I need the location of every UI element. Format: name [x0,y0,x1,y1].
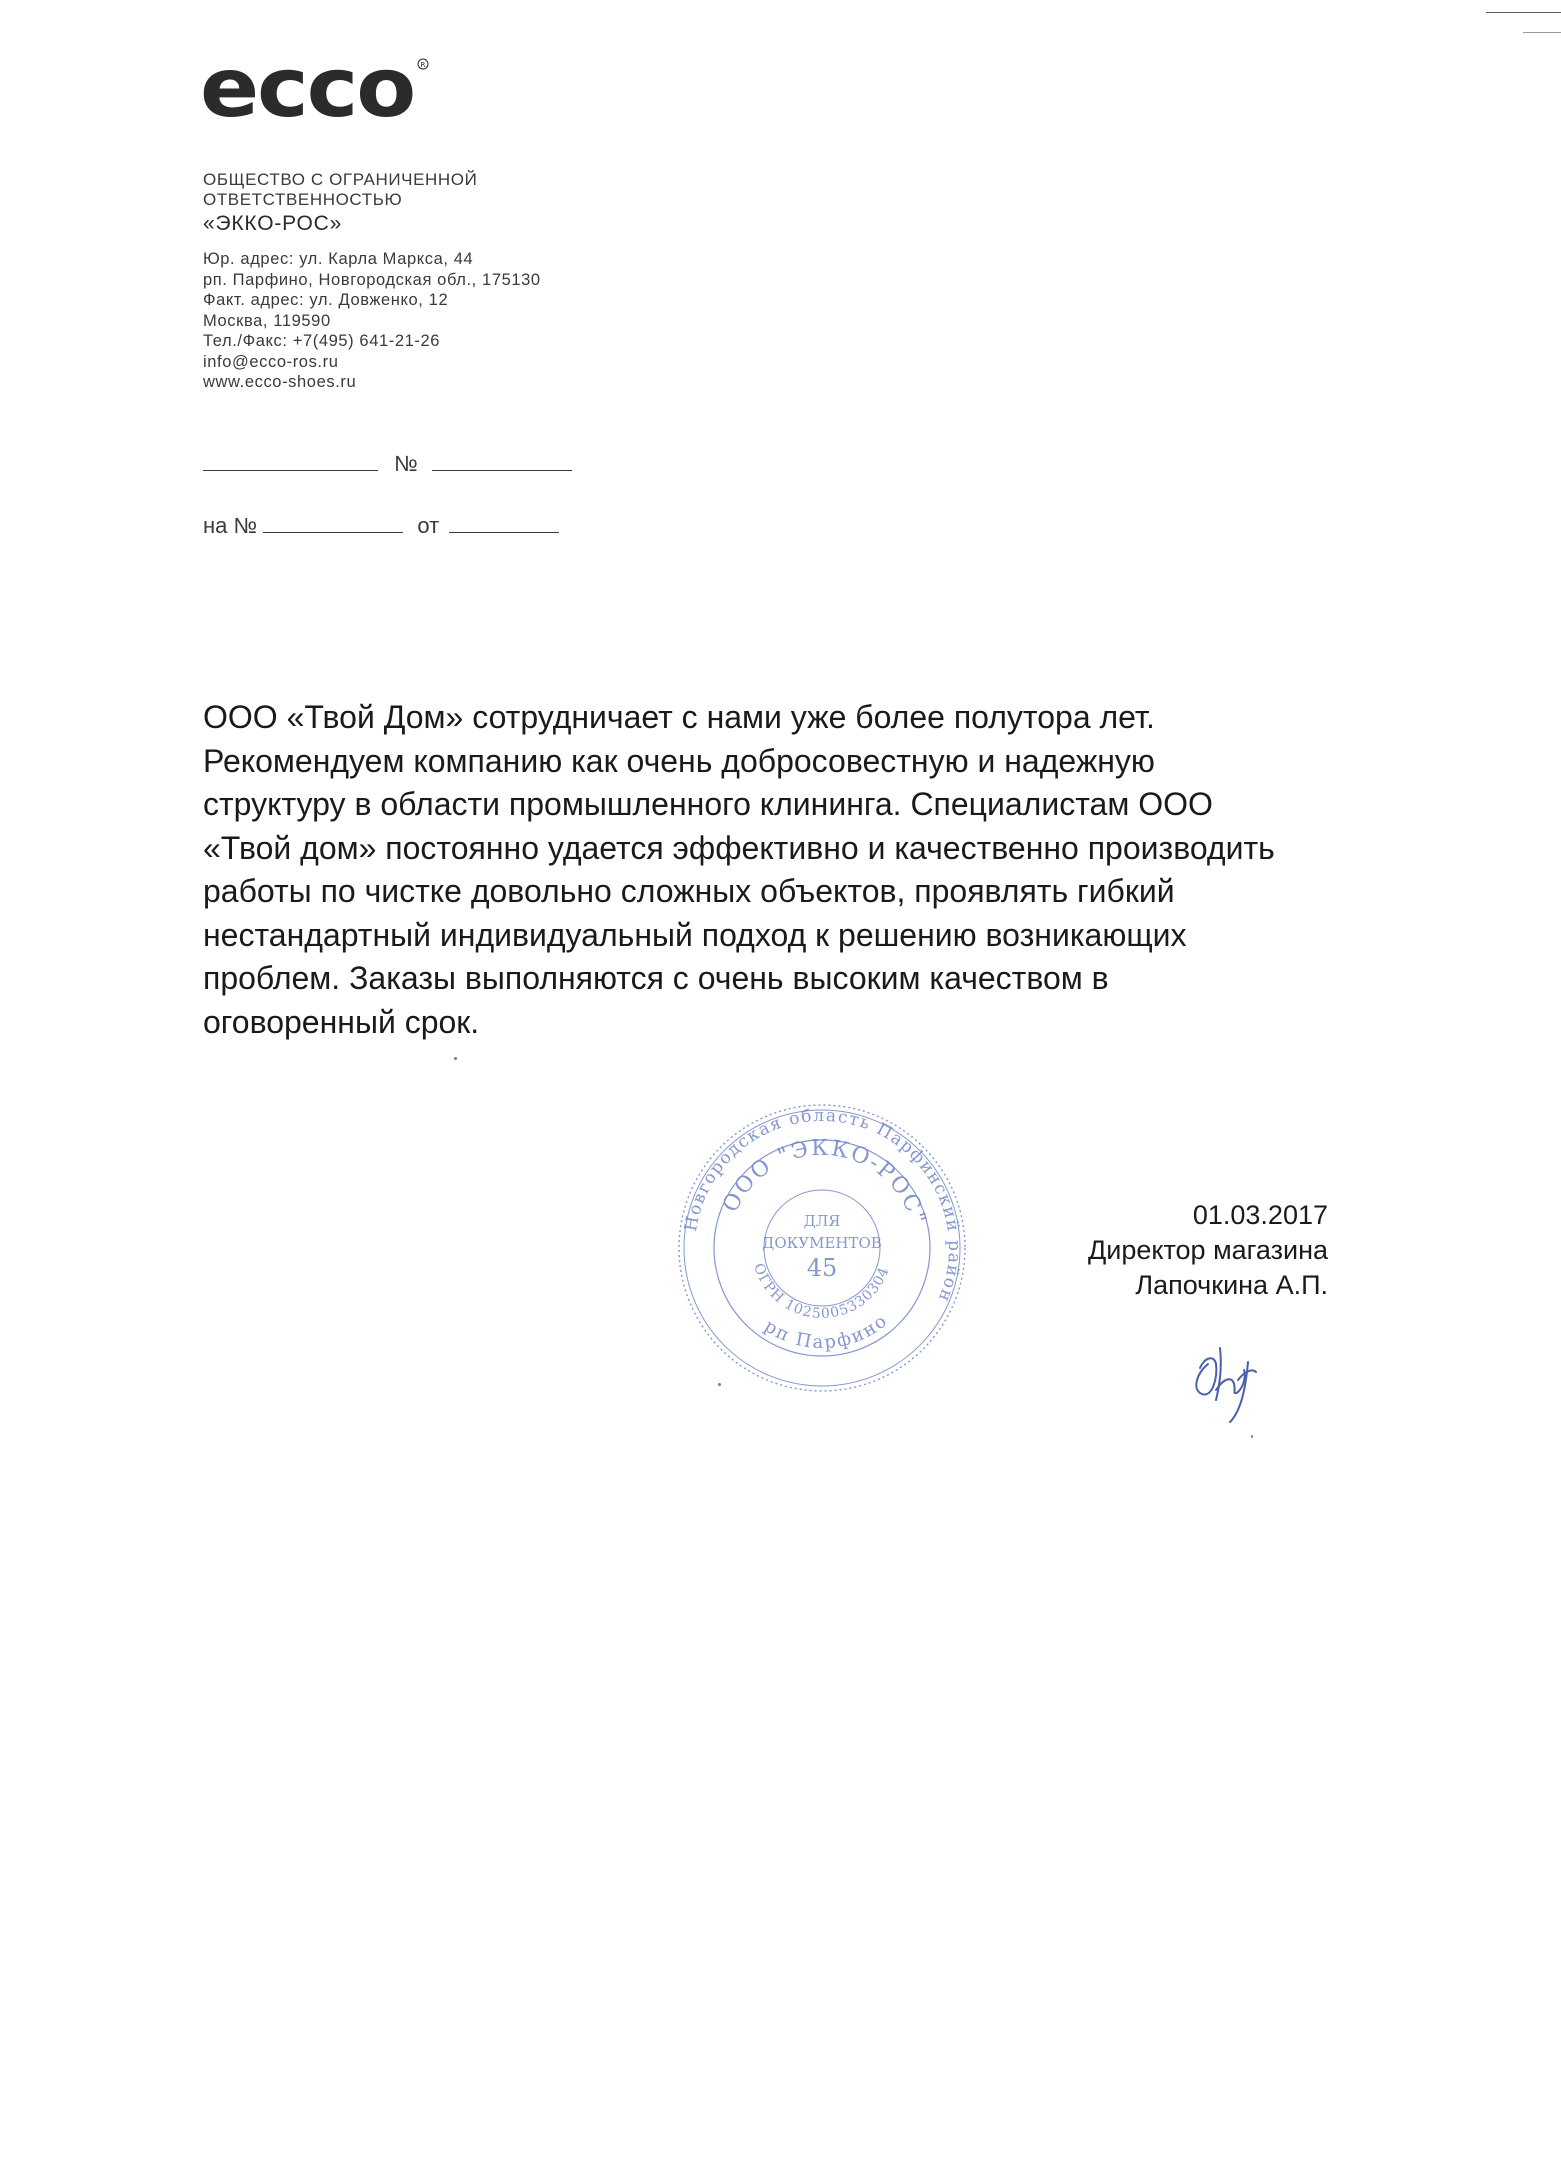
outgoing-number-row [203,448,572,478]
reply-reference-row [203,510,559,540]
reply-date-blank [449,510,559,533]
body-line: «Твой дом» постоянно удается эффективно и качественно производить [203,829,1275,866]
phone-fax: Тел./Факс: +7(495) 641-21-26 [203,332,441,350]
body-line: работы по чистке довольно сложных объектов, проявлять гибкий [203,873,1175,909]
stamp-ogrn: ОГРН 1025005330304 [750,1261,893,1323]
scan-speck [1251,1435,1253,1438]
ecco-logo [200,58,430,128]
body-line: нестандартный индивидуальный подход к решению возникающих [203,916,1187,953]
logo-wordmark: ecco [200,58,414,128]
scan-speck [718,1383,721,1386]
body-line: Рекомендуем компанию как очень добросовестную и надежную [203,742,1155,779]
company-form-line-1: ОБЩЕСТВО С ОГРАНИЧЕННОЙ [203,170,478,189]
stamp-center-line: ДЛЯ [803,1212,841,1230]
scan-edge-mark [1486,12,1561,13]
company-name: «ЭККО-РОС» [203,212,343,235]
letter-date: 01.03.2017 [1192,1200,1328,1230]
body-line: проблем. Заказы выполняются с очень высоким качеством в [203,960,1109,996]
outgoing-number-blank [432,448,572,471]
body-line: ООО «Твой Дом» сотрудничает с нами уже более полутора лет. [203,699,1155,735]
company-address [203,249,763,393]
reply-number-blank [263,510,403,533]
letter-body [203,696,1433,1044]
scan-speck [454,1057,457,1060]
stamp-center-line: ДОКУМЕНТОВ [762,1234,882,1252]
stamp-bottom-text: рп Парфино [760,1309,893,1354]
address-line-moscow: Москва, 119590 [203,311,331,330]
address-line-legal: Юр. адрес: ул. Карла Маркса, 44 [203,250,474,268]
body-line: структуру в области промышленного клининга. Специалистам ООО [203,786,1213,822]
handwritten-signature [1186,1318,1296,1428]
outgoing-date-blank [203,448,378,471]
stamp-outer-text: Новгородская область Парфинский район [681,1105,965,1306]
stamp-middle-text: ООО "ЭККО-РОС" [718,1135,931,1229]
signer-position: Директор магазина [1087,1235,1328,1265]
company-block [203,170,763,393]
stamp-center-number: 45 [806,1254,838,1282]
email: info@ecco-ros.ru [203,352,339,371]
address-line-actual: Факт. адрес: ул. Довженко, 12 [203,291,449,309]
reply-date-label: от [417,513,440,538]
address-line-city: рп. Парфино, Новгородская обл., 175130 [203,270,541,289]
signer-name: Лапочкина А.П. [1135,1270,1328,1300]
website: www.ecco-shoes.ru [203,373,357,391]
reply-number-label: на № [203,513,258,538]
svg-text:R: R [420,61,426,69]
company-form-line-2: ОТВЕТСТВЕННОСТЬЮ [203,190,403,209]
scan-edge-mark [1523,32,1561,33]
body-line: оговоренный срок. [203,1003,480,1040]
company-stamp [672,1098,972,1398]
signature-block [1088,1198,1328,1303]
number-label: № [394,451,418,476]
